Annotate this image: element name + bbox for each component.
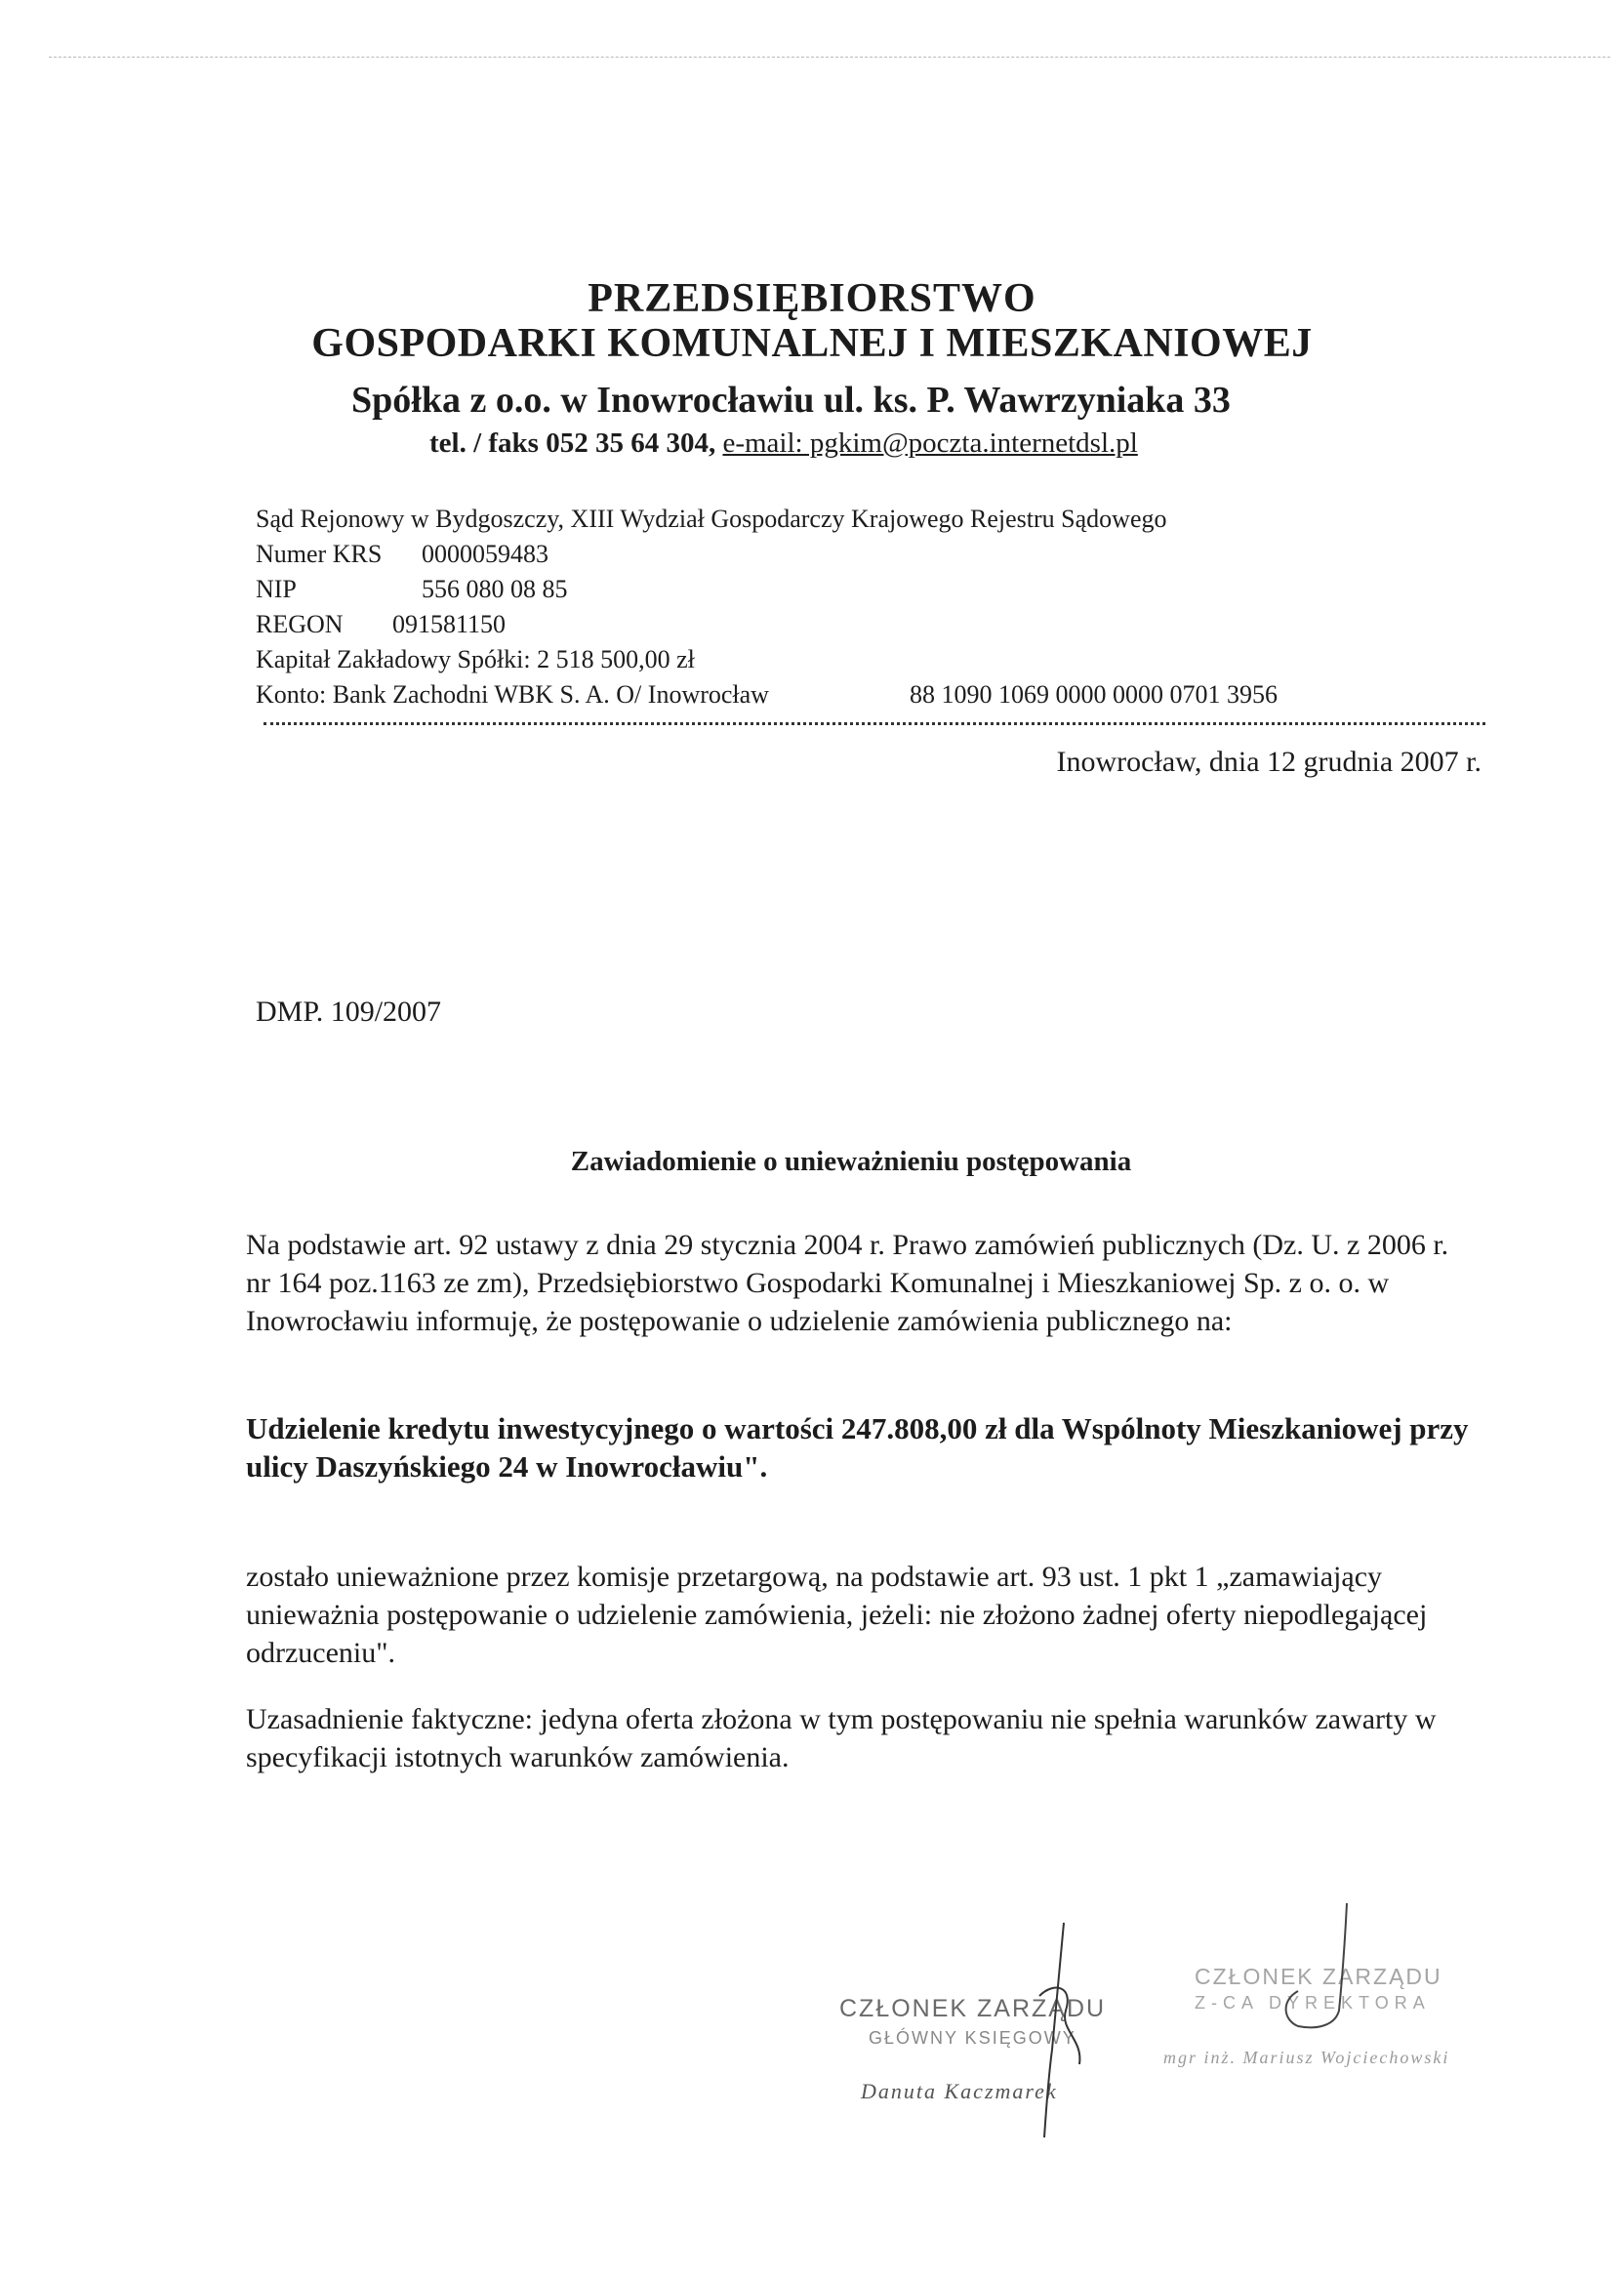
stamp-right-title: CZŁONEK ZARZĄDU	[1195, 1964, 1442, 1989]
stamp-left-name: Danuta Kaczmarek	[861, 2079, 1058, 2103]
contact-phone: tel. / faks 052 35 64 304,	[429, 427, 716, 459]
document-date: Inowrocław, dnia 12 grudnia 2007 r.	[1056, 746, 1482, 778]
regon-label: REGON	[256, 610, 344, 638]
registry-capital: Kapitał Zakładowy Spółki: 2 518 500,00 zł	[256, 645, 695, 673]
registry-account	[256, 677, 1278, 712]
scan-artifact-line	[49, 57, 1610, 58]
signature-stroke-left	[1044, 1923, 1064, 2137]
nip-label: NIP	[256, 575, 297, 603]
stamp-right-name: mgr inż. Mariusz Wojciechowski	[1163, 2048, 1450, 2067]
registry-nip	[256, 572, 1167, 607]
company-contact	[429, 427, 1405, 460]
signature-stroke-right	[1286, 1903, 1347, 2027]
account-number: 88 1090 1069 0000 0000 0701 3956	[910, 680, 1278, 709]
regon-value: 091581150	[392, 610, 507, 638]
stamp-left-role: GŁÓWNY KSIĘGOWY	[869, 2028, 1076, 2048]
signature-stamps	[839, 1903, 1542, 2147]
registry-krs	[256, 537, 1167, 572]
registry-block	[256, 502, 1278, 712]
paragraph-legal-basis: Na podstawie art. 92 ustawy z dnia 29 stycznia 2004 r. Prawo zamówień publicznych (Dz. U. z 2006 r. nr 164 poz.1163 ze zm), Przedsiębiorstwo Gospodarki Komunalnej i Mieszkaniowej Sp. z o. o. w Inowrocławiu informuję, że postępowanie o udzielenie zamówienia publicznego na:	[246, 1229, 1449, 1337]
stamp-left-title: CZŁONEK ZARZĄDU	[839, 1995, 1107, 2022]
paragraph-annulment: zostało unieważnione przez komisje przetargową, na podstawie art. 93 ust. 1 pkt 1 „zamawiający unieważnia postępowanie o udzielenie zamówienia, jeżeli: nie złożono żadnej oferty niepodlegającej odrzuceniu".	[246, 1561, 1428, 1669]
company-name-line3: Spółka z o.o. w Inowrocławiu ul. ks. P. Wawrzyniaka 33	[351, 380, 1231, 421]
reference-number: DMP. 109/2007	[256, 996, 442, 1028]
document-title: Zawiadomienie o unieważnieniu postępowania	[570, 1146, 1132, 1177]
dotted-separator	[264, 722, 1485, 725]
registry-regon	[256, 607, 1167, 642]
krs-value: 0000059483	[422, 540, 548, 568]
registry-court: Sąd Rejonowy w Bydgoszczy, XIII Wydział Gospodarczy Krajowego Rejestru Sądowego	[256, 505, 1167, 533]
company-name-line2: GOSPODARKI KOMUNALNEJ I MIESZKANIOWEJ	[311, 321, 1313, 366]
krs-label: Numer KRS	[256, 540, 383, 568]
account-bank: Konto: Bank Zachodni WBK S. A. O/ Inowrocław	[256, 680, 769, 709]
nip-value: 556 080 08 85	[422, 575, 568, 603]
handwritten-signatures	[839, 1903, 1542, 2147]
procurement-subject: Udzielenie kredytu inwestycyjnego o wartości 247.808,00 zł dla Wspólnoty Mieszkaniowej przy ulicy Daszyńskiego 24 w Inowrocławiu".	[246, 1411, 1469, 1484]
company-name-line1: PRZEDSIĘBIORSTWO	[588, 276, 1036, 321]
paragraph-justification: Uzasadnienie faktyczne: jedyna oferta złożona w tym postępowaniu nie spełnia warunków zawarty w specyfikacji istotnych warunków zamówienia.	[246, 1703, 1437, 1773]
contact-email-link[interactable]: e-mail: pgkim@poczta.internetdsl.pl	[722, 427, 1138, 459]
signature-stroke-left-2	[1039, 1988, 1079, 2064]
stamp-right-role: Z-CA DYREKTORA	[1195, 1993, 1431, 2013]
